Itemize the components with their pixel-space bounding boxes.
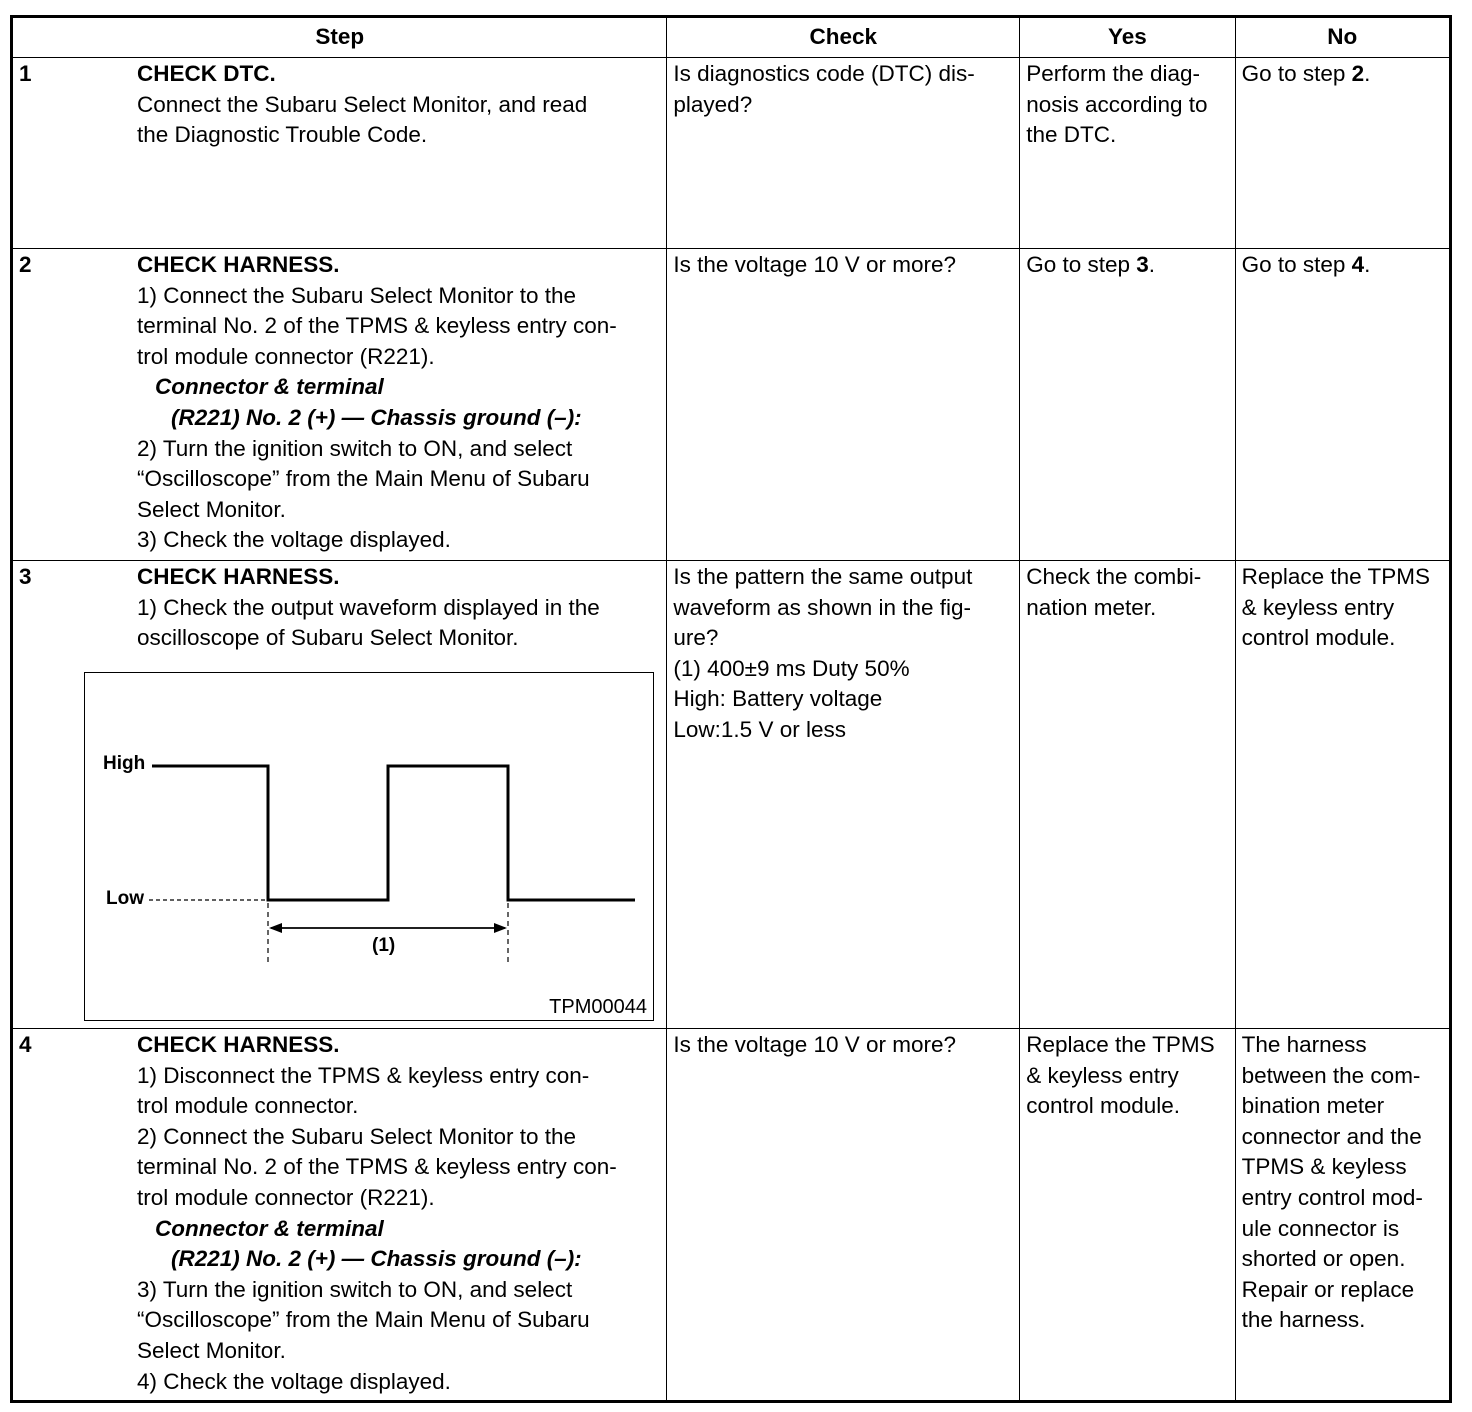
check-line: Low:1.5 V or less: [673, 716, 846, 742]
step-line: Select Monitor.: [137, 1337, 286, 1363]
step-line: 1) Connect the Subaru Select Monitor to the: [137, 282, 577, 308]
check-line: Is the voltage 10 V or more?: [673, 1032, 957, 1057]
diagnostic-table: [10, 15, 1452, 1403]
waveform-diagram: [85, 673, 653, 1020]
high-label: High: [103, 753, 146, 774]
step-line: 1) Check the output waveform displayed in the: [137, 594, 600, 620]
step-cell: [12, 1029, 667, 1402]
yes-line: nosis according to: [1026, 91, 1208, 117]
no-suffix: .: [1364, 252, 1371, 277]
step-line: oscilloscope of Subaru Select Monitor.: [137, 625, 519, 651]
yes-cell: [1020, 58, 1235, 249]
no-line: & keyless entry: [1241, 594, 1395, 620]
check-cell: [667, 561, 1020, 1029]
yes-line: the DTC.: [1026, 122, 1117, 148]
step-number: 3: [19, 564, 32, 589]
header-row: [12, 17, 1451, 58]
step-title: CHECK HARNESS.: [137, 564, 340, 589]
no-line: connector and the: [1241, 1123, 1422, 1149]
step-line: terminal No. 2 of the TPMS & keyless entry con-: [137, 313, 617, 339]
step-number: 4: [19, 1032, 32, 1057]
step-line: Select Monitor.: [137, 496, 286, 522]
no-prefix: Go to step: [1241, 252, 1352, 277]
yes-cell: [1020, 1029, 1235, 1402]
no-line: [1242, 250, 1443, 281]
step-number: 2: [19, 252, 32, 277]
connector-spec: (R221) No. 2 (+) — Chassis ground (–):: [171, 1246, 582, 1272]
check-cell: [667, 58, 1020, 249]
no-line: shorted or open.: [1241, 1246, 1406, 1272]
step-line: Connect the Subaru Select Monitor, and read: [137, 91, 588, 117]
figure-code: TPM00044: [549, 996, 647, 1018]
no-cell: [1235, 1029, 1450, 1402]
yes-cell: [1020, 561, 1235, 1029]
header-step: Step: [12, 17, 667, 58]
step-number: 1: [19, 61, 32, 86]
no-line: TPMS & keyless: [1241, 1154, 1407, 1180]
no-cell: [1235, 249, 1450, 561]
table-row: [12, 249, 1451, 561]
yes-prefix: Go to step: [1026, 252, 1137, 277]
connector-label: Connector & terminal: [155, 1215, 384, 1241]
check-line: ure?: [673, 625, 719, 651]
step-cell: [12, 58, 667, 249]
check-line: Is the voltage 10 V or more?: [673, 252, 957, 277]
yes-line: nation meter.: [1026, 594, 1157, 620]
table-row: [12, 58, 1451, 249]
no-suffix: .: [1364, 61, 1371, 86]
check-line: Is the pattern the same output: [673, 564, 973, 589]
check-line: played?: [673, 91, 753, 117]
step-line: 3) Check the voltage displayed.: [137, 527, 451, 553]
no-cell: [1235, 561, 1450, 1029]
check-line: High: Battery voltage: [673, 686, 883, 712]
header-no: No: [1235, 17, 1450, 58]
no-prefix: Go to step: [1241, 61, 1352, 86]
step-line: trol module connector (R221).: [137, 343, 435, 369]
connector-label: Connector & terminal: [155, 374, 384, 400]
step-link: 4: [1351, 252, 1365, 277]
step-title: CHECK HARNESS.: [137, 1032, 340, 1057]
yes-line: control module.: [1026, 1093, 1181, 1119]
yes-line: & keyless entry: [1026, 1062, 1179, 1088]
period-arrow-left: [269, 923, 282, 933]
step-line: trol module connector.: [137, 1093, 359, 1119]
no-line: The harness: [1241, 1032, 1367, 1057]
no-line: ule connector is: [1241, 1215, 1400, 1241]
yes-line: Check the combi-: [1026, 564, 1202, 589]
no-line: bination meter: [1241, 1093, 1385, 1119]
no-line: between the com-: [1241, 1062, 1421, 1088]
yes-line: Perform the diag-: [1026, 61, 1201, 86]
step-title: CHECK HARNESS.: [137, 252, 340, 277]
check-line: Is diagnostics code (DTC) dis-: [673, 61, 975, 86]
header-check: Check: [667, 17, 1020, 58]
step-line: 3) Turn the ignition switch to ON, and select: [137, 1276, 573, 1302]
step-line: terminal No. 2 of the TPMS & keyless entry con-: [137, 1154, 617, 1180]
table-row: [12, 561, 1451, 1029]
waveform-line: [152, 766, 635, 900]
header-yes: Yes: [1020, 17, 1235, 58]
yes-suffix: .: [1148, 252, 1156, 277]
yes-line: Replace the TPMS: [1026, 1032, 1215, 1057]
waveform-figure: [84, 672, 654, 1021]
step-line: 1) Disconnect the TPMS & keyless entry con-: [137, 1062, 590, 1088]
yes-line: [1026, 250, 1228, 281]
step-link: 3: [1136, 252, 1149, 277]
period-label: (1): [372, 935, 396, 956]
step-cell: [12, 249, 667, 561]
period-arrow-right: [494, 923, 507, 933]
no-line: the harness.: [1241, 1307, 1366, 1333]
step-link: 2: [1351, 61, 1365, 86]
no-line: control module.: [1241, 625, 1396, 651]
check-line: (1) 400±9 ms Duty 50%: [673, 655, 910, 681]
step-line: the Diagnostic Trouble Code.: [137, 122, 428, 148]
step-line: 4) Check the voltage displayed.: [137, 1368, 451, 1394]
step-line: “Oscilloscope” from the Main Menu of Subaru: [137, 1307, 590, 1333]
check-line: waveform as shown in the fig-: [673, 594, 972, 620]
step-line: 2) Turn the ignition switch to ON, and select: [137, 435, 573, 461]
no-line: Replace the TPMS: [1241, 564, 1431, 589]
table-row: [12, 1029, 1451, 1402]
step-cell: [12, 561, 667, 1029]
check-cell: [667, 249, 1020, 561]
no-line: entry control mod-: [1241, 1184, 1423, 1210]
no-cell: [1235, 58, 1450, 249]
check-cell: [667, 1029, 1020, 1402]
step-line: 2) Connect the Subaru Select Monitor to the: [137, 1123, 577, 1149]
connector-spec: (R221) No. 2 (+) — Chassis ground (–):: [171, 404, 582, 430]
step-line: “Oscilloscope” from the Main Menu of Subaru: [137, 466, 590, 492]
no-line: [1242, 59, 1443, 90]
yes-cell: [1020, 249, 1235, 561]
low-label: Low: [106, 888, 144, 909]
step-title: CHECK DTC.: [137, 61, 276, 86]
no-line: Repair or replace: [1241, 1276, 1415, 1302]
step-line: trol module connector (R221).: [137, 1184, 435, 1210]
